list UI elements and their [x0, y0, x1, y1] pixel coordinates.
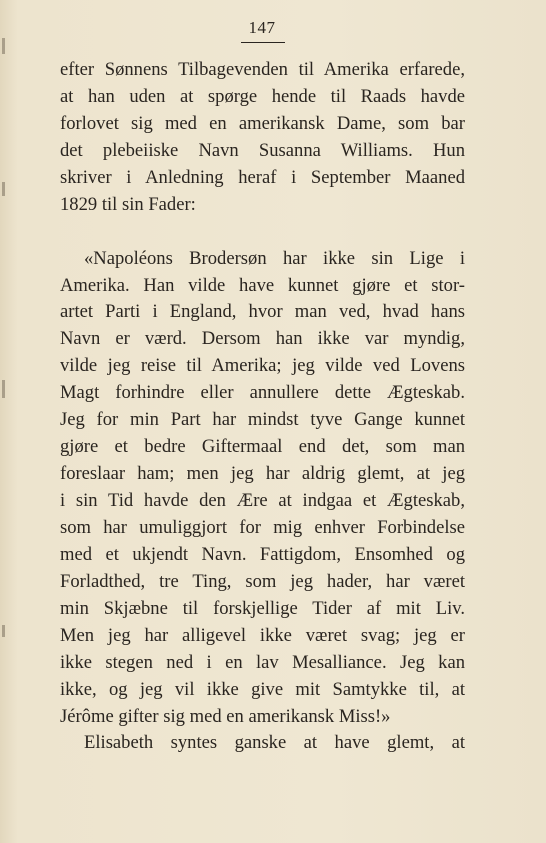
text-line: at han uden at spørge hende til Raads havde [60, 85, 465, 107]
text-line: Magt forhindre eller annullere dette Ægteskab. [60, 382, 465, 404]
text-line: 1829 til sin Fader: [60, 193, 196, 215]
page-number: 147 [248, 18, 276, 37]
text-line: gjøre et bedre Giftermaal end det, som man [60, 436, 465, 458]
text-line: Jeg for min Part har mindst tyve Gange kunnet [60, 409, 465, 431]
binding-edge-mark [2, 182, 5, 196]
text-line: Men jeg har alligevel ikke været svag; jeg er [60, 624, 465, 646]
binding-edge-mark [2, 38, 5, 54]
text-line: Elisabeth syntes ganske at have glemt, at [84, 732, 465, 754]
paragraph-gap [60, 219, 465, 246]
text-line: vilde jeg reise til Amerika; jeg vilde ved Lovens [60, 355, 465, 377]
text-line: det plebeiiske Navn Susanna Williams. Hun [60, 139, 465, 161]
text-line: ikke, og jeg vil ikke give mit Samtykke til, at [60, 678, 465, 700]
text-line: «Napoléons Brodersøn har ikke sin Lige i [84, 247, 465, 269]
text-line: med et ukjendt Navn. Fattigdom, Ensomhed og [60, 543, 465, 565]
page-number-rule [241, 42, 285, 43]
text-line: Navn er værd. Dersom han ikke var myndig, [60, 328, 465, 350]
text-line: efter Sønnens Tilbagevenden til Amerika erfarede, [60, 59, 465, 80]
text-line: foreslaar ham; men jeg har aldrig glemt, at jeg [60, 463, 465, 485]
text-line: Amerika. Han vilde have kunnet gjøre et stor- [60, 274, 465, 296]
text-line: som har umuliggjort for mig enhver Forbindelse [60, 516, 465, 538]
text-line: skriver i Anledning heraf i September Maaned [60, 166, 465, 188]
text-line: Jérôme gifter sig med en amerikansk Miss!» [60, 705, 391, 727]
binding-edge-mark [2, 625, 5, 637]
binding-edge-mark [2, 380, 5, 398]
text-line: ikke stegen ned i en lav Mesalliance. Jeg kan [60, 651, 465, 673]
text-line: artet Parti i England, hvor man ved, hvad hans [60, 301, 465, 323]
text-line: Forladthed, tre Ting, som jeg hader, har været [60, 570, 465, 592]
text-line: min Skjæbne til forskjellige Tider af mit Liv. [60, 597, 465, 619]
text-line: forlovet sig med en amerikansk Dame, som bar [60, 112, 465, 134]
body-text [60, 57, 465, 757]
text-line: i sin Tid havde den Ære at indgaa et Ægteskab, [60, 490, 465, 511]
